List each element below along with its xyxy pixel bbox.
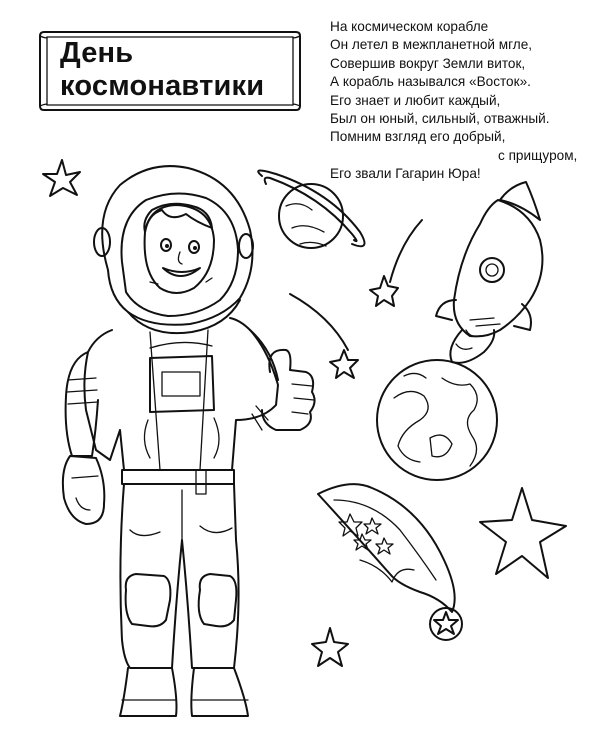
- ringed-planet: [258, 170, 364, 248]
- astronaut-figure: [63, 166, 315, 716]
- poem-line: Его знает и любит каждый,: [330, 92, 501, 108]
- shooting-star-icon: [370, 220, 422, 306]
- poem-line: А корабль назывался «Восток».: [330, 74, 531, 90]
- comet: [318, 484, 462, 640]
- poem-line: Помним взгляд его добрый,: [330, 129, 506, 145]
- rocket: [436, 182, 542, 363]
- star-icon: [480, 488, 566, 578]
- star-icon: [43, 160, 80, 196]
- star-icon: [312, 628, 348, 666]
- planet-globe: [377, 360, 497, 480]
- poem-line: Его звали Гагарин Юра!: [330, 166, 481, 182]
- poem-line: Был он юный, сильный, отважный.: [330, 111, 550, 127]
- title-line-2: космонавтики: [60, 70, 265, 102]
- title-line-1: День: [60, 37, 134, 69]
- shooting-star-icon: [290, 294, 358, 378]
- poem-line: Совершив вокруг Земли виток,: [330, 55, 526, 71]
- poem-line: Он летел в межпланетной мгле,: [330, 37, 533, 53]
- poem-line: с прищуром,: [498, 147, 578, 163]
- poem-line: На космическом корабле: [330, 19, 489, 34]
